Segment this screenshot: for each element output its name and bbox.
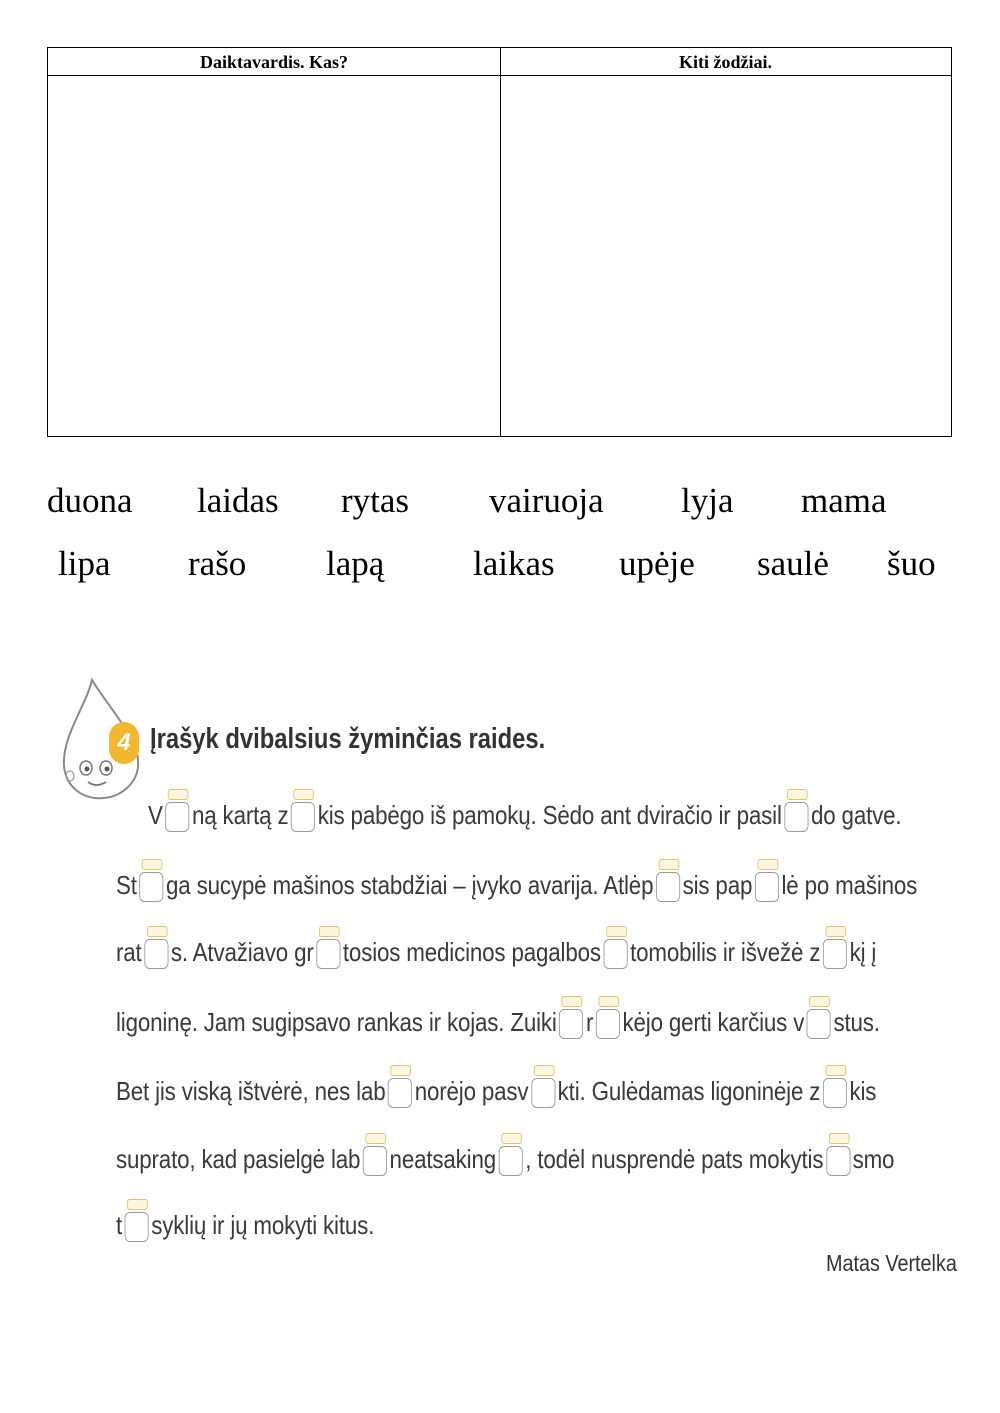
word-card[interactable]: lapą bbox=[326, 544, 385, 583]
answer-gap[interactable] bbox=[363, 1146, 387, 1176]
word-card[interactable]: duona bbox=[47, 481, 133, 520]
answer-gap[interactable] bbox=[656, 872, 680, 902]
word-card[interactable]: lipa bbox=[58, 544, 111, 583]
header-nouns: Daiktavardis. Kas? bbox=[48, 48, 500, 76]
text-line-5: Bet jis viską ištvėrė, nes lab norėjo pasv kti. Gulėdamas ligoninėje z kis bbox=[116, 1076, 877, 1106]
word-card[interactable]: šuo bbox=[887, 544, 936, 583]
other-words-answer-cell[interactable] bbox=[501, 76, 951, 436]
text-line-4: ligoninę. Jam sugipsavo rankas ir kojas. Zuiki r kėjo gerti karčius v stus. bbox=[116, 1007, 880, 1037]
word-card[interactable]: rašo bbox=[188, 544, 247, 583]
word-card[interactable]: laikas bbox=[473, 544, 555, 583]
answer-gap[interactable] bbox=[125, 1212, 149, 1242]
answer-gap[interactable] bbox=[823, 939, 847, 969]
word-card[interactable]: upėje bbox=[619, 544, 695, 583]
header-other-words: Kiti žodžiai. bbox=[500, 48, 951, 76]
answer-gap[interactable] bbox=[291, 802, 315, 832]
answer-gap[interactable] bbox=[165, 802, 189, 832]
answer-gap[interactable] bbox=[139, 872, 163, 902]
text-line-6: suprato, kad pasielgė lab neatsaking , todėl nusprendė pats mokytis smo bbox=[116, 1144, 895, 1174]
answer-gap[interactable] bbox=[596, 1009, 620, 1039]
answer-gap[interactable] bbox=[316, 939, 340, 969]
word-card[interactable]: laidas bbox=[197, 481, 279, 520]
answer-gap[interactable] bbox=[823, 1078, 847, 1108]
exercise-number-badge: 4 bbox=[109, 722, 139, 764]
exercise-title: Įrašyk dvibalsius žyminčias raides. bbox=[150, 723, 546, 755]
answer-gap[interactable] bbox=[755, 872, 779, 902]
answer-gap[interactable] bbox=[603, 939, 627, 969]
sorting-table bbox=[47, 47, 952, 437]
text-line-1: V ną kartą z kis pabėgo iš pamokų. Sėdo ant dviračio ir pasil do gatve. bbox=[148, 800, 902, 830]
answer-gap[interactable] bbox=[531, 1078, 555, 1108]
answer-gap[interactable] bbox=[826, 1146, 850, 1176]
answer-gap[interactable] bbox=[559, 1009, 583, 1039]
answer-gap[interactable] bbox=[388, 1078, 412, 1108]
answer-gap[interactable] bbox=[784, 802, 808, 832]
answer-gap[interactable] bbox=[144, 939, 168, 969]
word-card[interactable]: mama bbox=[801, 481, 887, 520]
author-name: Matas Vertelka bbox=[826, 1250, 957, 1276]
word-card[interactable]: saulė bbox=[757, 544, 829, 583]
text-line-7: t syklių ir jų mokyti kitus. bbox=[116, 1210, 375, 1240]
text-line-3: rat s. Atvažiavo gr tosios medicinos pagalbos tomobilis ir išvežė z kį į bbox=[116, 937, 877, 967]
word-card[interactable]: rytas bbox=[341, 481, 410, 520]
word-card[interactable]: lyja bbox=[681, 481, 734, 520]
nouns-answer-cell[interactable] bbox=[48, 76, 500, 436]
answer-gap[interactable] bbox=[807, 1009, 831, 1039]
answer-gap[interactable] bbox=[499, 1146, 523, 1176]
text-line-2: St ga sucypė mašinos stabdžiai – įvyko avarija. Atlėp sis pap lė po mašinos bbox=[116, 870, 918, 900]
word-card[interactable]: vairuoja bbox=[489, 481, 604, 520]
